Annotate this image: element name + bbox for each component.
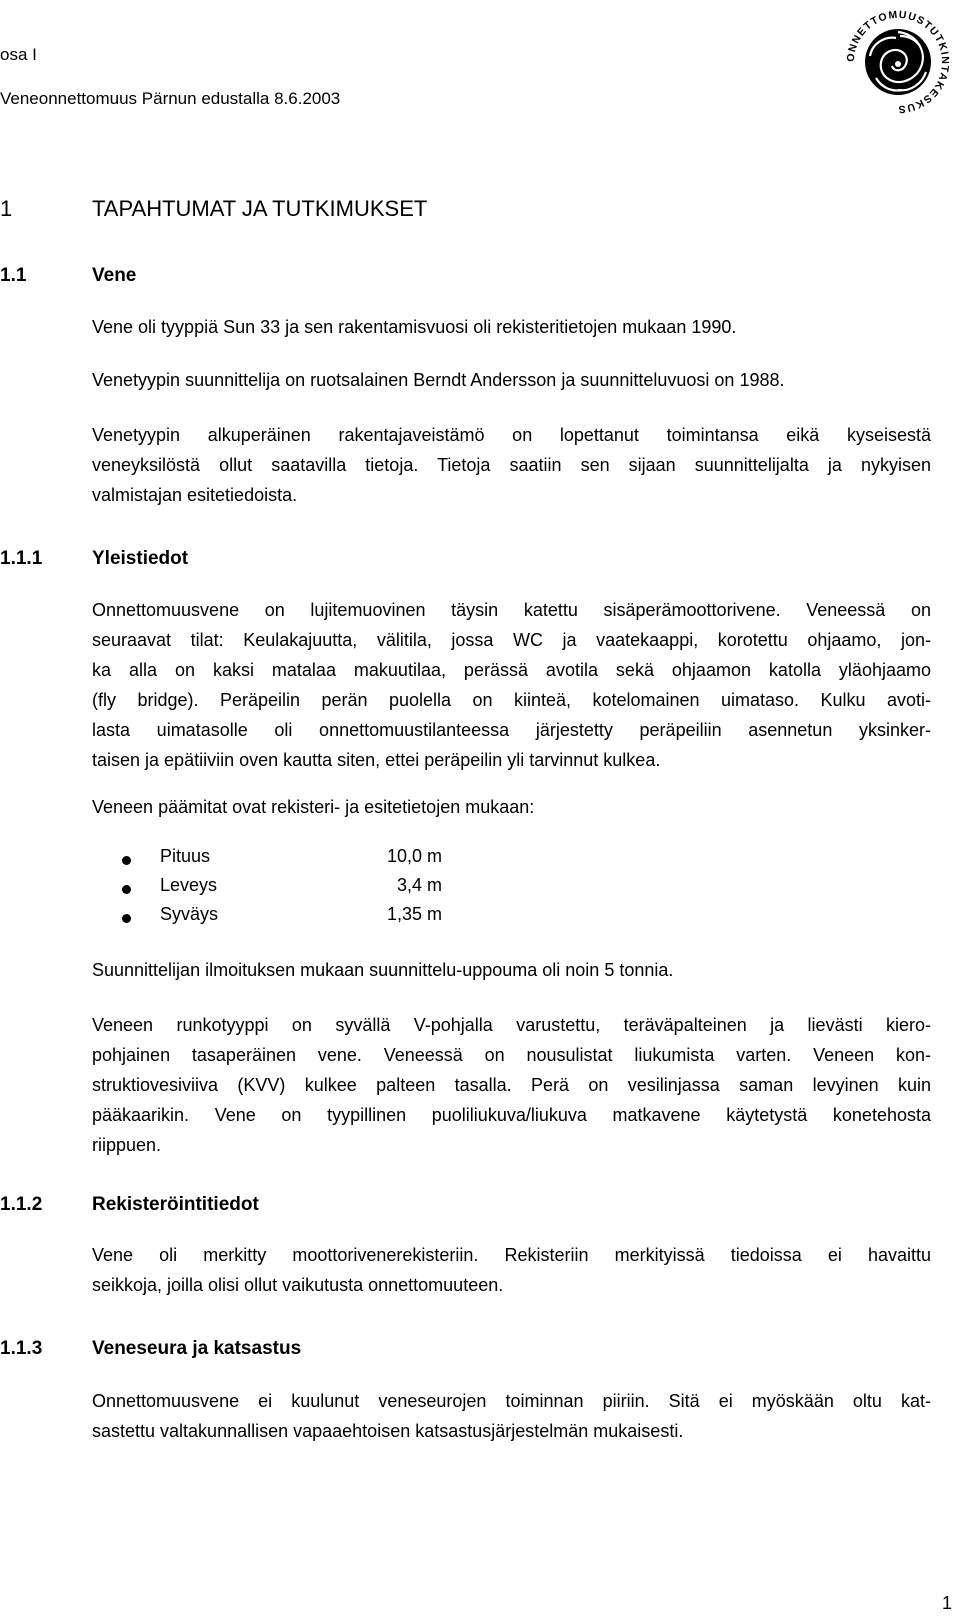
chapter-number: 1 [0, 196, 13, 221]
text-line: Vene oli tyyppiä Sun 33 ja sen rakentamisvuosi oli rekisteritietojen mukaan 1990. [92, 317, 737, 337]
paragraph [92, 1010, 931, 1160]
dimension-label: Leveys [160, 875, 218, 895]
paragraph [92, 955, 931, 985]
text-line: Suunnittelijan ilmoituksen mukaan suunnittelu-uppouma oli noin 5 tonnia. [92, 960, 674, 980]
paragraph [92, 595, 931, 775]
logo-emblem-icon [842, 6, 954, 118]
section-number: 1.1 [0, 265, 27, 286]
text-line: taisen ja epätiiviin oven kautta siten, ettei peräpeilin yli tarvinnut kulkea. [92, 750, 661, 770]
text-line: Onnettomuusvene on lujitemuovinen täysin katettu sisäperämoottorivene. Veneessä on [92, 600, 931, 620]
paragraph [92, 1240, 931, 1300]
subsection-number: 1.1.3 [0, 1338, 43, 1359]
paragraph [92, 365, 931, 395]
bullet-icon [122, 914, 131, 923]
text-line: pääkaarikin. Vene on tyypillinen puoliliukuva/liukuva matkavene käytetystä konetehosta [92, 1105, 931, 1125]
text-line: seikkoja, joilla olisi ollut vaikutusta onnettomuuteen. [92, 1275, 504, 1295]
text-line: Venetyypin suunnittelija on ruotsalainen Berndt Andersson ja suunnitteluvuosi on 1988. [92, 370, 785, 390]
list-item [122, 875, 442, 905]
subsection-title: Yleistiedot [92, 548, 189, 569]
list-item [122, 904, 442, 934]
subsection-number: 1.1.1 [0, 548, 43, 569]
subsection-title: Rekisteröintitiedot [92, 1194, 259, 1215]
header-section: osa I [0, 45, 37, 64]
paragraph [92, 792, 931, 822]
text-line: Veneen runkotyyppi on syvällä V-pohjalla varustettu, teräväpalteinen ja lievästi kiero- [92, 1015, 931, 1035]
text-line: struktiovesiviiva (KVV) kulkee palteen tasalla. Perä on vesilinjassa saman levyinen kuin [92, 1075, 931, 1095]
logo-seal [842, 6, 954, 118]
paragraph [92, 420, 931, 510]
bullet-icon [122, 856, 131, 865]
dimension-label: Syväys [160, 904, 219, 924]
bullet-icon [122, 885, 131, 894]
dimension-value: 3,4 m [396, 875, 442, 895]
text-line: veneyksilöstä ollut saatavilla tietoja. Tietoja saatiin sen sijaan suunnittelijalta ja nykyisen [92, 455, 931, 475]
page-number: 1 [941, 1593, 952, 1613]
header-title: Veneonnettomuus Pärnun edustalla 8.6.2003 [0, 89, 341, 108]
text-line: seuraavat tilat: Keulakajuutta, välitila, jossa WC ja vaatekaappi, korotettu ohjaamo, jon- [92, 630, 931, 650]
text-line: pohjainen tasaperäinen vene. Veneessä on nousulistat liukumista varten. Veneen kon- [92, 1045, 931, 1065]
text-line: riippuen. [92, 1135, 162, 1155]
section-title: Vene [92, 265, 137, 286]
dimension-value: 10,0 m [386, 846, 442, 866]
dimension-label: Pituus [160, 846, 211, 866]
text-line: valmistajan esitetiedoista. [92, 485, 298, 505]
subsection-number: 1.1.2 [0, 1194, 43, 1215]
logo-ring-text: ONNETTOMUUSTUTKINTAKESKUS [844, 8, 952, 116]
subsection-title: Veneseura ja katsastus [92, 1338, 302, 1359]
list-item [122, 846, 442, 876]
paragraph [92, 312, 931, 342]
paragraph [92, 1386, 931, 1446]
text-line: (fly bridge). Peräpeilin perän puolella on kiinteä, kotelomainen uimataso. Kulku avoti- [92, 690, 931, 710]
text-line: Veneen päämitat ovat rekisteri- ja esitetietojen mukaan: [92, 797, 535, 817]
dimension-value: 1,35 m [386, 904, 442, 924]
text-line: sastettu valtakunnallisen vapaaehtoisen katsastusjärjestelmän mukaisesti. [92, 1421, 684, 1441]
chapter-title: TAPAHTUMAT JA TUTKIMUKSET [92, 196, 428, 221]
text-line: ka alla on kaksi matalaa makuutilaa, perässä avotila sekä ohjaamon katolla yläohjaamo [92, 660, 931, 680]
text-line: Venetyypin alkuperäinen rakentajaveistämö on lopettanut toimintansa eikä kyseisestä [92, 425, 931, 445]
text-line: lasta uimatasolle oli onnettomuustilanteessa järjestetty peräpeiliin asennetun yksinker- [92, 720, 931, 740]
text-line: Vene oli merkitty moottorivenerekisteriin. Rekisteriin merkityissä tiedoissa ei havaittu [92, 1245, 931, 1265]
text-line: Onnettomuusvene ei kuulunut veneseurojen toiminnan piiriin. Sitä ei myöskään oltu kat- [92, 1391, 931, 1411]
